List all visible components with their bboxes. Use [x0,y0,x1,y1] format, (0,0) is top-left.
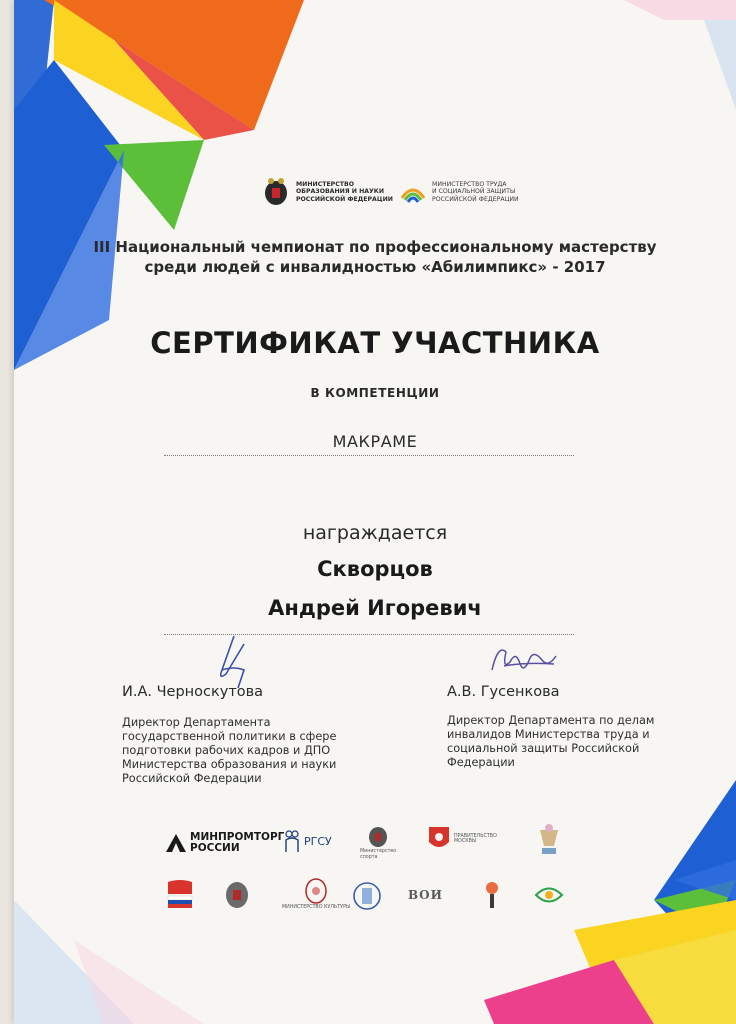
rgsu-text: РГСУ [304,834,332,848]
moscow-gov-text: ПРАВИТЕЛЬСТВО МОСКВЫ [454,833,497,844]
abilympics-cup-icon [534,822,564,858]
competence-name: МАКРАМЕ [332,432,418,451]
ministry-sport-logo [360,824,396,860]
voi-logo [408,888,443,902]
championship-line-1: III Национальный чемпионат по профессиональному мастерству [93,238,657,256]
competence-underline [164,455,574,456]
signature-left [204,630,264,692]
in-competence-label: В КОМПЕТЕНЦИИ [310,386,440,400]
eye-logo-icon [534,882,564,908]
signatory-right-name: А.В. Гусенкова [447,684,560,700]
minpromtorg-arrow-icon [166,834,186,852]
ministry-culture-text: МИНИСТЕРСТВО КУЛЬТУРЫ [282,905,351,910]
ministry-education-logo [262,176,393,208]
ministry-education-text: МИНИСТЕРСТВО ОБРАЗОВАНИЯ И НАУКИ РОССИЙСКОЙ ФЕДЕРАЦИИ [296,181,393,203]
decorative-shapes [14,0,736,1024]
minpromtorg-logo [166,832,284,853]
ministry-sport-text: Министерство спорта [360,849,397,860]
moscow-coat-of-arms-icon [428,826,450,852]
culture-emblem-icon [301,876,331,904]
ministry-labor-logo [400,180,519,204]
ministry-labor-text: МИНИСТЕРСТВО ТРУДА И СОЦИАЛЬНОЙ ЗАЩИТЫ РОССИЙСКОЙ ФЕДЕРАЦИИ [432,181,519,203]
certificate-sheet [14,0,736,1024]
russian-eagle-icon [262,176,290,208]
pension-fund-logo [164,878,196,912]
moscow-gov-logo [428,826,497,852]
awarded-label: награждается [302,522,448,544]
ministry-labor-emblem-icon [400,180,426,204]
ministry-culture-logo [282,876,350,911]
signature-right [484,640,564,682]
recipient-given-names: Андрей Игоревич [268,596,482,620]
voi-text: ВОИ [408,888,443,902]
signatory-left-name: И.А. Черноскутова [122,684,264,700]
signatory-left-position: Директор Департамента государственной политики в сфере подготовки рабочих кадров и ДПО Министерства образования и науки Российской Федерации [122,716,337,785]
eagle-emblem-icon [366,824,390,848]
circular-emblem-icon [352,880,382,912]
rgsu-logo [284,830,332,852]
minpromtorg-text: МИНПРОМТОРГ РОССИИ [190,831,285,854]
recipient-surname: Скворцов [317,557,433,581]
flower-emblem-icon [480,880,504,912]
rgsu-figures-icon [284,830,300,852]
coat-of-arms-icon [222,878,252,912]
championship-line-2: среди людей с инвалидностью «Абилимпикс» - 2017 [144,258,606,276]
signatory-right-position: Директор Департамента по делам инвалидов Министерства труда и социальной защиты Российской Федерации [447,714,655,769]
certificate-title: СЕРТИФИКАТ УЧАСТНИКА [150,326,600,360]
championship-title [14,237,736,277]
